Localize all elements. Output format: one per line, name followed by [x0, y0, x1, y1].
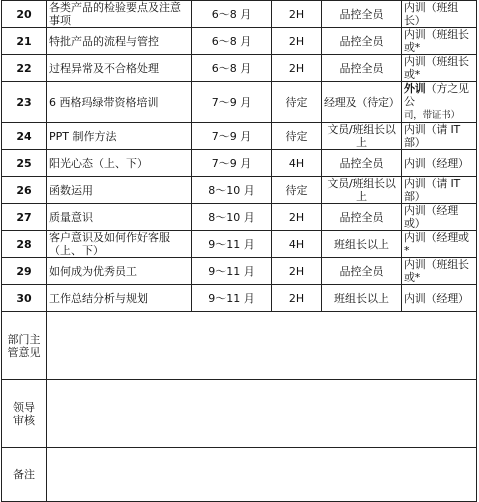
leader-review-field[interactable] — [47, 380, 477, 448]
training-hours: 待定 — [272, 177, 322, 204]
training-period: 7～9 月 — [192, 82, 272, 123]
row-number: 28 — [2, 231, 47, 258]
training-method: 内训（班组长或* — [402, 258, 477, 285]
row-number: 22 — [2, 55, 47, 82]
training-period: 8～10 月 — [192, 177, 272, 204]
training-period: 9～11 月 — [192, 285, 272, 312]
row-number: 21 — [2, 28, 47, 55]
training-hours: 4H — [272, 231, 322, 258]
training-method: 内训（班组长或* — [402, 55, 477, 82]
row-number: 23 — [2, 82, 47, 123]
target-audience: 品控全员 — [322, 1, 402, 28]
row-number: 25 — [2, 150, 47, 177]
target-audience: 品控全员 — [322, 204, 402, 231]
method-provider: （方之见公 — [404, 82, 469, 108]
leader-review-label: 领导 审核 — [2, 380, 47, 448]
training-period: 7～9 月 — [192, 123, 272, 150]
target-audience: 文员/班组长以上 — [322, 177, 402, 204]
method-external: 外训 — [404, 82, 426, 95]
training-method: 内训（班组长或* — [402, 28, 477, 55]
table-row — [2, 150, 477, 177]
course-name: 过程异常及不合格处理 — [47, 55, 192, 82]
table-row — [2, 285, 477, 312]
training-period: 9～11 月 — [192, 231, 272, 258]
course-name: 函数运用 — [47, 177, 192, 204]
table-row — [2, 231, 477, 258]
leader-review-row — [2, 380, 477, 448]
table-row — [2, 55, 477, 82]
training-hours: 2H — [272, 1, 322, 28]
training-hours: 4H — [272, 150, 322, 177]
remark-label: 备注 — [2, 448, 47, 502]
target-audience: 品控全员 — [322, 150, 402, 177]
training-period: 8～10 月 — [192, 204, 272, 231]
training-method: 内训（经理或* — [402, 231, 477, 258]
training-period: 6～8 月 — [192, 55, 272, 82]
training-method: 内训（经理） — [402, 285, 477, 312]
table-row — [2, 258, 477, 285]
training-hours: 2H — [272, 285, 322, 312]
target-audience: 文员/班组长以上 — [322, 123, 402, 150]
table-row — [2, 177, 477, 204]
row-number: 30 — [2, 285, 47, 312]
target-audience: 经理及（待定） — [322, 82, 402, 123]
target-audience: 品控全员 — [322, 28, 402, 55]
method-provider-cont: 司，带证书） — [404, 110, 460, 121]
training-hours: 2H — [272, 258, 322, 285]
training-method — [402, 82, 477, 123]
target-audience: 班组长以上 — [322, 285, 402, 312]
training-hours: 2H — [272, 55, 322, 82]
training-period: 6～8 月 — [192, 28, 272, 55]
table-row — [2, 28, 477, 55]
course-name: 6 西格玛绿带资格培训 — [47, 82, 192, 123]
target-audience: 班组长以上 — [322, 231, 402, 258]
row-number: 29 — [2, 258, 47, 285]
course-name: 特批产品的流程与管控 — [47, 28, 192, 55]
row-number: 20 — [2, 1, 47, 28]
row-number: 27 — [2, 204, 47, 231]
course-name: PPT 制作方法 — [47, 123, 192, 150]
row-number: 24 — [2, 123, 47, 150]
training-method: 内训（请 IT 部） — [402, 177, 477, 204]
remark-field[interactable] — [47, 448, 477, 502]
table-row — [2, 82, 477, 123]
training-hours: 2H — [272, 28, 322, 55]
dept-opinion-field[interactable] — [47, 312, 477, 380]
training-method: 内训（请 IT 部） — [402, 123, 477, 150]
training-hours: 2H — [272, 204, 322, 231]
training-period: 7～9 月 — [192, 150, 272, 177]
course-name: 客户意识及如何作好客服（上、下） — [47, 231, 192, 258]
table-row — [2, 204, 477, 231]
table-row — [2, 1, 477, 28]
training-plan-table — [1, 0, 477, 502]
target-audience: 品控全员 — [322, 258, 402, 285]
dept-opinion-label: 部门主 管意见 — [2, 312, 47, 380]
training-method: 内训（经理或） — [402, 204, 477, 231]
row-number: 26 — [2, 177, 47, 204]
course-name: 阳光心态（上、下） — [47, 150, 192, 177]
training-method: 内训（经理） — [402, 150, 477, 177]
training-hours: 待定 — [272, 123, 322, 150]
dept-opinion-row — [2, 312, 477, 380]
training-method: 内训（班组长） — [402, 1, 477, 28]
training-period: 9～11 月 — [192, 258, 272, 285]
course-name: 如何成为优秀员工 — [47, 258, 192, 285]
training-hours: 待定 — [272, 82, 322, 123]
course-name: 工作总结分析与规划 — [47, 285, 192, 312]
course-name: 质量意识 — [47, 204, 192, 231]
remark-row — [2, 448, 477, 502]
table-row — [2, 123, 477, 150]
training-period: 6～8 月 — [192, 1, 272, 28]
target-audience: 品控全员 — [322, 55, 402, 82]
course-name: 各类产品的检验要点及注意事项 — [47, 1, 192, 28]
